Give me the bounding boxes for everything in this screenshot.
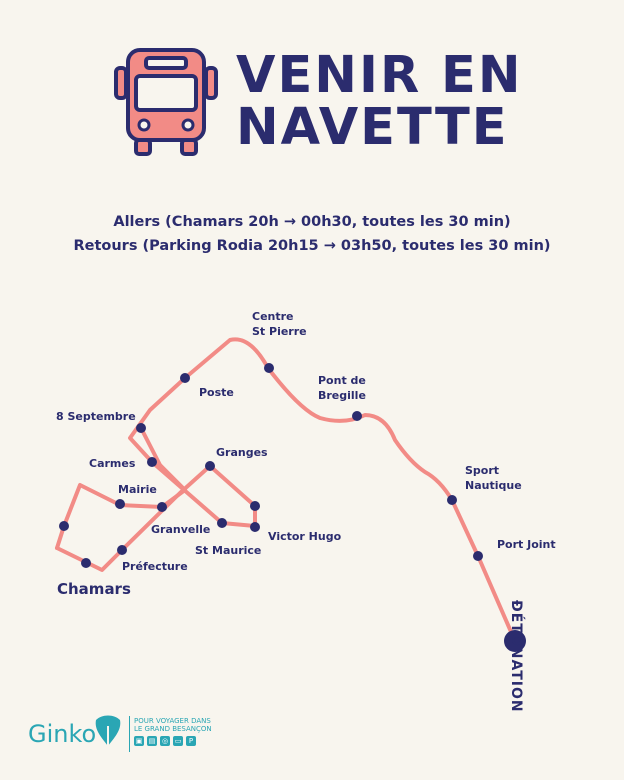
label-granges: Granges — [216, 446, 268, 459]
schedule-outbound: Allers (Chamars 20h → 00h30, toutes les 30 min) — [113, 214, 511, 230]
mode-icons — [134, 736, 196, 746]
route-map — [0, 290, 624, 713]
parking-icon: P — [186, 736, 196, 746]
bus-icon: ▤ — [148, 737, 156, 745]
ginkgo-leaf-icon — [92, 712, 124, 748]
stop-carmes — [147, 457, 157, 467]
stop-st-maurice — [217, 518, 227, 528]
stop-prefecture — [117, 545, 127, 555]
label-victor-hugo: Victor Hugo — [268, 530, 342, 543]
stop-granvelle — [157, 502, 167, 512]
bus-icon — [114, 46, 218, 158]
label-chamars: Chamars — [57, 580, 131, 598]
stop-mairie — [115, 499, 125, 509]
page-title — [236, 46, 523, 157]
label-port-joint: Port Joint — [497, 538, 556, 551]
label-sport-nautique: Sport Nautique — [465, 464, 522, 492]
car-icon: ▭ — [174, 737, 182, 745]
ginko-logo — [28, 712, 238, 756]
stop-centre-st-pierre — [264, 363, 274, 373]
label-8-septembre: 8 Septembre — [56, 410, 136, 423]
schedule-return: Retours (Parking Rodia 20h15 → 03h50, toutes les 30 min) — [73, 238, 551, 254]
stop-victor-hugo-1 — [250, 501, 260, 511]
tagline-line-2: LE GRAND BESANÇON — [134, 725, 212, 733]
label-prefecture: Préfecture — [122, 560, 188, 573]
label-pont-de-bregille: Pont de Bregille — [318, 374, 366, 402]
stop-chamars-2 — [59, 521, 69, 531]
stop-chamars-1 — [81, 558, 91, 568]
destination-logo: ÐÉTONATION — [508, 600, 524, 713]
schedule-info — [0, 210, 624, 258]
tagline-line-1: POUR VOYAGER DANS — [134, 717, 211, 725]
stop-8-septembre — [136, 423, 146, 433]
stop-granges — [205, 461, 215, 471]
label-mairie: Mairie — [118, 483, 157, 496]
ginko-brand: Ginko — [28, 720, 97, 748]
stop-sport-nautique — [447, 495, 457, 505]
title-line-2: NAVETTE — [236, 98, 509, 157]
stop-victor-hugo-2 — [250, 522, 260, 532]
label-granvelle: Granvelle — [151, 523, 211, 536]
label-poste: Poste — [199, 386, 234, 399]
title-line-1: VENIR EN — [236, 46, 523, 105]
stop-port-joint — [473, 551, 483, 561]
bike-icon: ◎ — [161, 737, 169, 745]
tram-icon: ▣ — [135, 737, 143, 745]
label-st-maurice: St Maurice — [195, 544, 262, 557]
ginko-tagline — [134, 717, 212, 733]
stop-pont-de-bregille — [352, 411, 362, 421]
label-carmes: Carmes — [89, 457, 136, 470]
stop-poste — [180, 373, 190, 383]
logo-divider — [129, 716, 130, 752]
label-centre-st-pierre: Centre St Pierre — [252, 310, 307, 338]
